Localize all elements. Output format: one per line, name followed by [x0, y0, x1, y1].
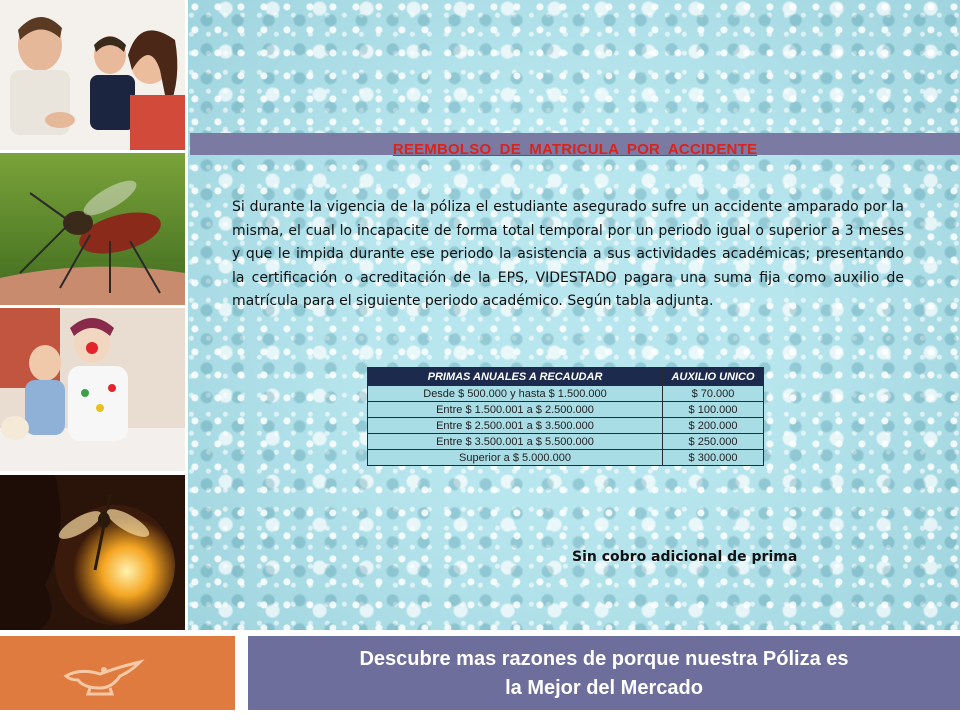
table-cell-range: Entre $ 1.500.001 a $ 2.500.000: [368, 402, 663, 418]
table-cell-amount: $ 250.000: [663, 434, 764, 450]
description-text: Si durante la vigencia de la póliza el estudiante asegurado sufre un accidente amparado por la misma, el cual lo incapacite de forma total temporal por un periodo igual o superior a 3 meses y que le impida durante ese periodo la asistencia a sus actividades académicas; presentando la certificación o acreditación de la EPS, VIDESTADO pagara una suma fija como auxilio de matrícula para el siguiente periodo académico. Según tabla adjunta.: [232, 199, 904, 309]
dragonfly-sunset-photo: [0, 475, 185, 630]
header-primas: PRIMAS ANUALES A RECAUDAR: [368, 368, 663, 386]
table-cell-range: Desde $ 500.000 y hasta $ 1.500.000: [368, 386, 663, 402]
table-cell-range: Entre $ 2.500.001 a $ 3.500.000: [368, 418, 663, 434]
table-cell-amount: $ 100.000: [663, 402, 764, 418]
table-row: [368, 402, 764, 418]
table-row: [368, 386, 764, 402]
table-cell-amount: $ 70.000: [663, 386, 764, 402]
table-row: [368, 450, 764, 466]
no-charge-note: Sin cobro adicional de prima: [572, 549, 798, 565]
footer-text-line-1: Descubre mas razones de porque nuestra Póliza es: [359, 648, 849, 670]
table-row: [368, 418, 764, 434]
table-cell-range: Entre $ 3.500.001 a $ 5.500.000: [368, 434, 663, 450]
premium-table: [367, 367, 764, 466]
water-droplet-background: [188, 0, 960, 630]
table-row: [368, 434, 764, 450]
table-cell-range: Superior a $ 5.000.000: [368, 450, 663, 466]
lamp-logo-icon: [60, 648, 146, 698]
table-header-row: [368, 368, 764, 386]
family-photo: [0, 0, 185, 150]
mosquito-photo: [0, 153, 185, 305]
table-cell-amount: $ 200.000: [663, 418, 764, 434]
page-title: REEMBOLSO DE MATRICULA POR ACCIDENTE: [392, 141, 758, 158]
child-clown-photo: [0, 308, 185, 471]
table-cell-amount: $ 300.000: [663, 450, 764, 466]
header-auxilio: AUXILIO UNICO: [663, 368, 764, 386]
footer-text-line-2: la Mejor del Mercado: [505, 677, 703, 699]
